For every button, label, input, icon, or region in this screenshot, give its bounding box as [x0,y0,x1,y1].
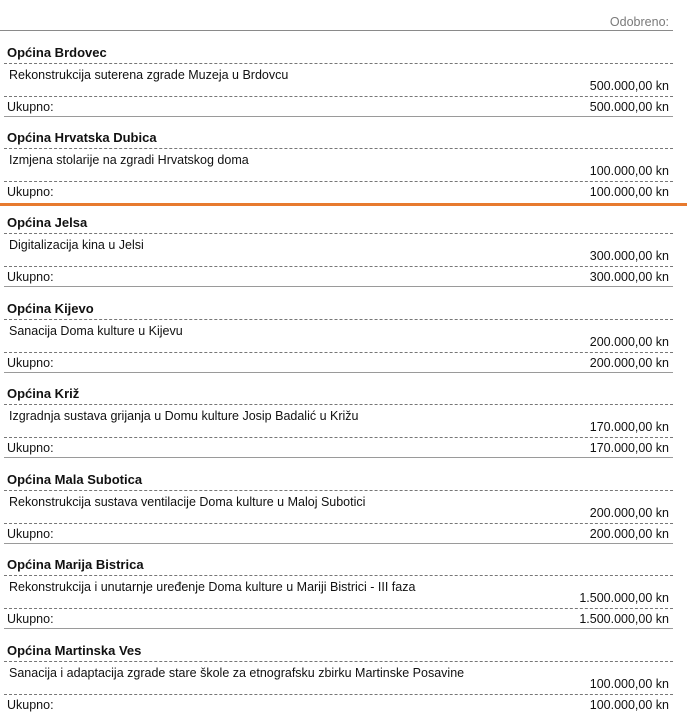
project-name: Rekonstrukcija i unutarnje uređenje Doma kulture u Mariji Bistrici - III faza [9,580,416,594]
header-row [0,0,673,31]
municipality-block [0,33,673,117]
total-label: Ukupno: [7,185,54,199]
total-amount: 100.000,00 kn [589,185,669,199]
total-amount: 1.500.000,00 kn [579,612,669,626]
municipality-block [0,203,673,287]
project-name: Digitalizacija kina u Jelsi [9,238,144,252]
solid-separator [4,628,673,629]
solid-separator [4,286,673,287]
municipality-title: Općina Mala Subotica [7,472,143,487]
municipality-block [0,289,673,373]
municipality-title: Općina Križ [7,386,80,401]
dashed-separator [4,437,673,438]
dashed-separator [4,404,673,405]
dashed-separator [4,352,673,353]
solid-separator [4,372,673,373]
municipality-block [0,118,673,202]
dashed-separator [4,694,673,695]
total-amount: 200.000,00 kn [589,356,669,370]
total-label: Ukupno: [7,270,54,284]
dashed-separator [4,490,673,491]
project-name: Izgradnja sustava grijanja u Domu kulture Josip Badalić u Križu [9,409,359,423]
project-amount: 200.000,00 kn [589,506,669,520]
project-amount: 300.000,00 kn [589,249,669,263]
total-amount: 170.000,00 kn [589,441,669,455]
municipality-title: Općina Martinska Ves [7,643,142,658]
project-name: Sanacija i adaptacija zgrade stare škole za etnografsku zbirku Martinske Posavine [9,666,465,680]
dashed-separator [4,148,673,149]
total-amount: 300.000,00 kn [589,270,669,284]
dashed-separator [4,96,673,97]
total-label: Ukupno: [7,441,54,455]
project-amount: 500.000,00 kn [589,79,669,93]
dashed-separator [4,63,673,64]
project-name: Izmjena stolarije na zgradi Hrvatskog doma [9,153,249,167]
project-name: Rekonstrukcija suterena zgrade Muzeja u Brdovcu [9,68,289,82]
approved-column-label: Odobreno: [609,15,669,29]
dashed-separator [4,233,673,234]
total-amount: 500.000,00 kn [589,100,669,114]
project-amount: 1.500.000,00 kn [579,591,669,605]
total-amount: 100.000,00 kn [589,698,669,712]
total-amount: 200.000,00 kn [589,527,669,541]
total-label: Ukupno: [7,100,54,114]
total-label: Ukupno: [7,527,54,541]
municipality-title: Općina Hrvatska Dubica [7,130,157,145]
project-name: Rekonstrukcija sustava ventilacije Doma kulture u Maloj Subotici [9,495,366,509]
dashed-separator [4,608,673,609]
dashed-separator [4,523,673,524]
municipality-title: Općina Marija Bistrica [7,557,144,572]
municipality-title: Općina Kijevo [7,301,94,316]
municipality-block [0,460,673,544]
solid-separator [4,457,673,458]
project-amount: 200.000,00 kn [589,335,669,349]
total-label: Ukupno: [7,356,54,370]
project-amount: 170.000,00 kn [589,420,669,434]
dashed-separator [4,575,673,576]
total-label: Ukupno: [7,612,54,626]
dashed-separator [4,661,673,662]
municipality-title: Općina Jelsa [7,215,88,230]
dashed-separator [4,319,673,320]
total-label: Ukupno: [7,698,54,712]
municipality-block [0,545,673,629]
municipality-title: Općina Brdovec [7,45,107,60]
solid-separator [4,543,673,544]
dashed-separator [4,266,673,267]
dashed-separator [4,181,673,182]
project-amount: 100.000,00 kn [589,677,669,691]
project-amount: 100.000,00 kn [589,164,669,178]
solid-separator [4,116,673,117]
project-name: Sanacija Doma kulture u Kijevu [9,324,183,338]
municipality-block [0,631,673,715]
municipality-block [0,374,673,458]
